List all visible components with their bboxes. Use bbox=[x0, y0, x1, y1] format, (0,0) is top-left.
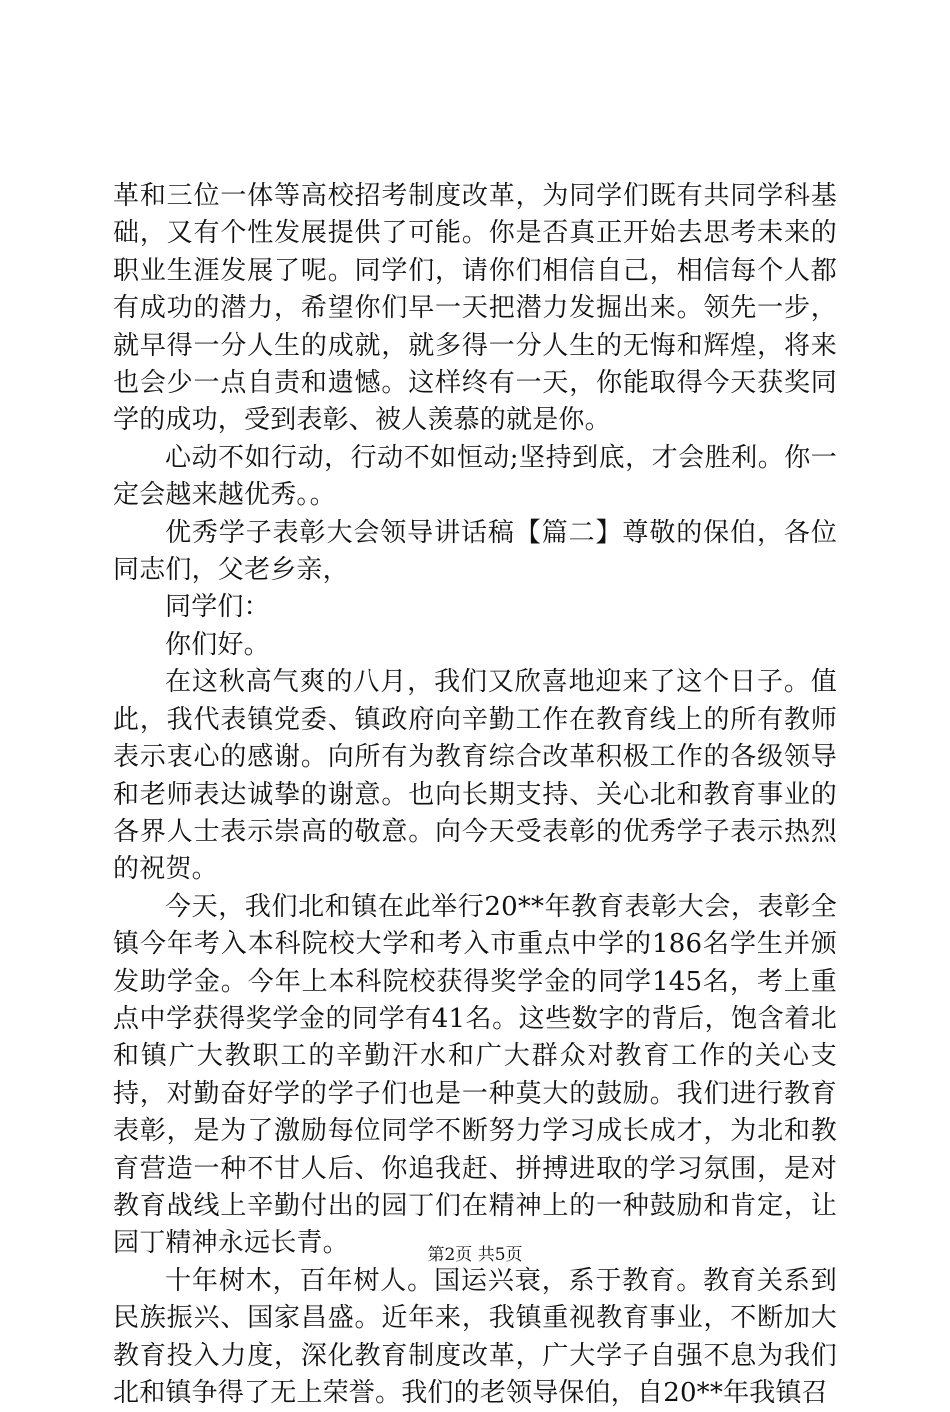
page-footer bbox=[0, 1244, 950, 1266]
paragraph-6: 在这秋高气爽的八月，我们又欣喜地迎来了这个日子。值此，我代表镇党委、镇政府向辛勤工作在教育线上的所有教师表示衷心的感谢。向所有为教育综合改革积极工作的各级领导和老师表达诚挚的谢意。也向长期支持、关心北和教育事业的各界人士表示崇高的敬意。向今天受表彰的优秀学子表示热烈的祝贺。 bbox=[113, 667, 837, 885]
document-body bbox=[113, 178, 837, 1412]
paragraph-8: 十年树木，百年树人。国运兴衰，系于教育。教育关系到民族振兴、国家昌盛。近年来，我镇重视教育事业，不断加大教育投入力度，深化教育制度改革，广大学子自强不息为我们北和镇争得了无上荣誉。我们的老领导保伯，自20**年我镇召 bbox=[113, 1265, 837, 1408]
paragraph-2: 心动不如行动，行动不如恒动;坚持到底，才会胜利。你一定会越来越优秀。。 bbox=[113, 442, 837, 511]
paragraph-3: 优秀学子表彰大会领导讲话稿【篇二】尊敬的保伯，各位同志们，父老乡亲， bbox=[113, 517, 837, 586]
paragraph-5: 你们好。 bbox=[165, 629, 270, 660]
paragraph-4: 同学们： bbox=[165, 592, 270, 623]
page-number-label: 第2页 共5页 bbox=[427, 1245, 523, 1265]
paragraph-1: 革和三位一体等高校招考制度改革，为同学们既有共同学科基础，又有个性发展提供了可能。你是否真正开始去思考未来的职业生涯发展了呢。同学们，请你们相信自己，相信每个人都有成功的潜力，希望你们早一天把潜力发掘出来。领先一步，就早得一分人生的成就，就多得一分人生的无悔和辉煌，将来也会少一点自责和遗憾。这样终有一天，你能取得今天获奖同学的成功，受到表彰、被人羡慕的就是你。 bbox=[113, 181, 837, 436]
paragraph-7: 今天，我们北和镇在此举行20**年教育表彰大会，表彰全镇今年考入本科院校大学和考入市重点中学的186名学生并颁发助学金。今年上本科院校获得奖学金的同学145名，考上重点中学获得奖学金的同学有41名。这些数字的背后，饱含着北和镇广大教职工的辛勤汗水和广大群众对教育工作的关心支持，对勤奋好学的学子们也是一种莫大的鼓励。我们进行教育表彰，是为了激励每位同学不断努力学习成长成才，为北和教育营造一种不甘人后、你追我赶、拼搏进取的学习氛围，是对教育战线上辛勤付出的园丁们在精神上的一种鼓励和肯定，让园丁精神永远长青。 bbox=[113, 891, 837, 1259]
